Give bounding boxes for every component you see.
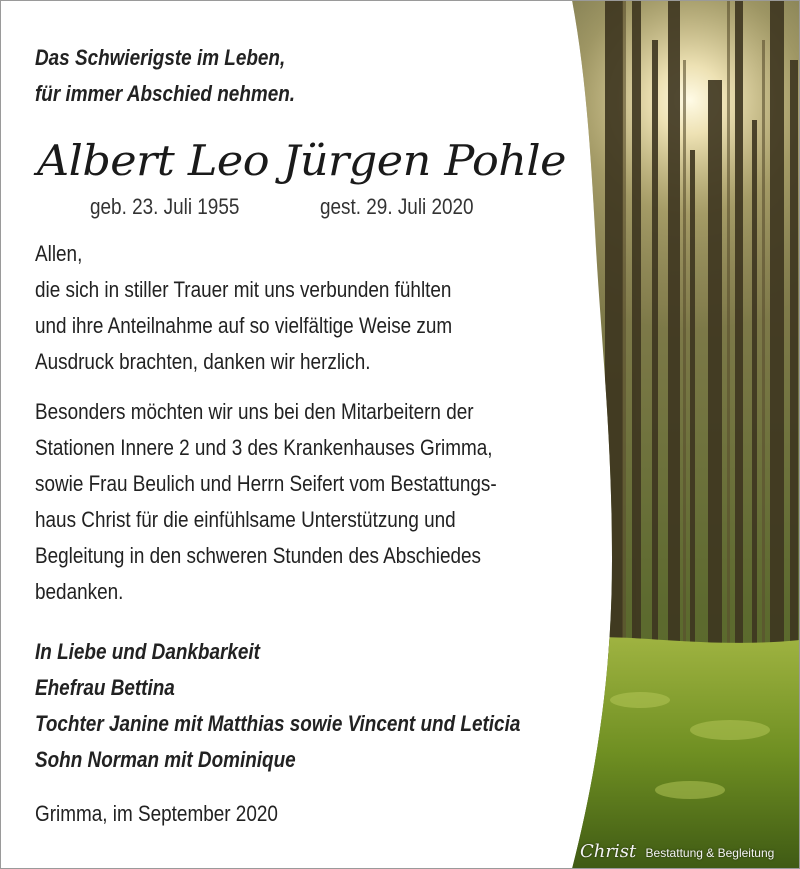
signature-line: Sohn Norman mit Dominique [35,747,296,772]
intro-line-2: für immer Abschied nehmen. [35,81,296,106]
paragraph-2-line: sowie Frau Beulich und Herrn Seifert vom Bestattungs- [35,471,497,496]
deceased-name: Albert Leo Jürgen Pohle [37,136,566,185]
death-date: gest. 29. Juli 2020 [320,194,474,219]
brand-logo: Christ [580,841,637,862]
paragraph-1-line: und ihre Anteilnahme auf so vielfältige Weise zum [35,313,453,338]
paragraph-1-line: Allen, [35,241,83,266]
paragraph-2-line: Stationen Innere 2 und 3 des Krankenhauses Grimma, [35,435,493,460]
birth-date: geb. 23. Juli 1955 [90,194,240,219]
intro-line-1: Das Schwierigste im Leben, [35,45,286,70]
signature-line: Ehefrau Bettina [35,675,175,700]
paragraph-2-line: Begleitung in den schweren Stunden des Abschiedes [35,543,481,568]
paragraph-2-line: bedanken. [35,579,124,604]
brand-tagline: Bestattung & Begleitung [645,846,775,860]
place-date: Grimma, im September 2020 [35,801,278,826]
paragraph-1-line: die sich in stiller Trauer mit uns verbunden fühlten [35,277,452,302]
signature-line: Tochter Janine mit Matthias sowie Vincent und Leticia [35,711,521,736]
paragraph-2-line: haus Christ für die einfühlsame Unterstützung und [35,507,456,532]
funeral-home-brand [580,842,774,863]
paragraph-2-line: Besonders möchten wir uns bei den Mitarbeitern der [35,399,474,424]
signature-line: In Liebe und Dankbarkeit [35,639,260,664]
paragraph-1-line: Ausdruck brachten, danken wir herzlich. [35,349,371,374]
